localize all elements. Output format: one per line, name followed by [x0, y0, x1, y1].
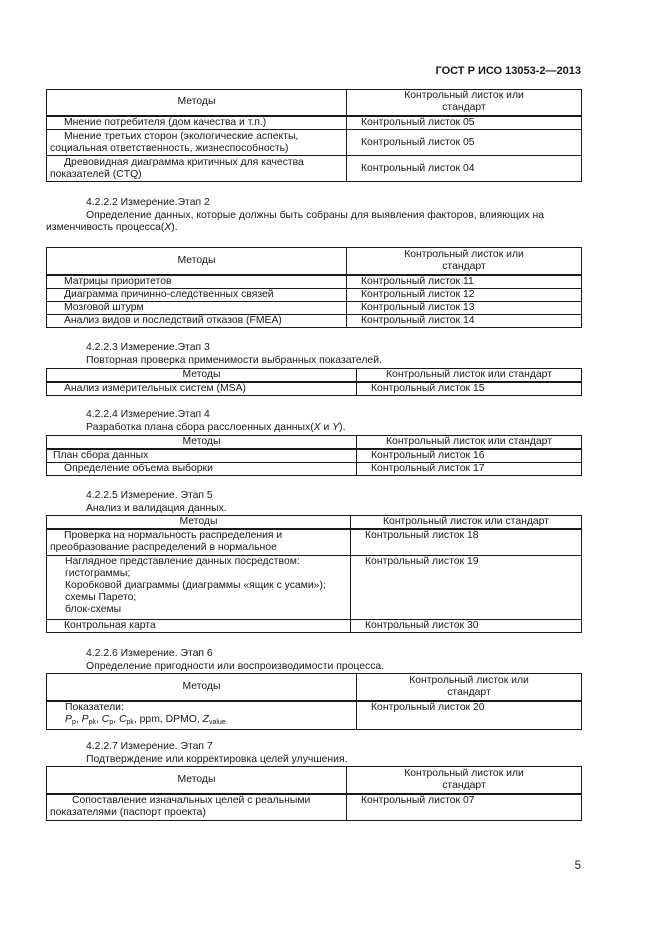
table-row: Анализ измерительных систем (MSA) Контрольный листок 15: [47, 382, 582, 396]
table-row: Наглядное представление данных посредством: гистограммы; Коробковой диаграммы (диаграммы «ящик с усами»); схемы Парето; блок-схемы Контрольный листок 19: [47, 555, 582, 619]
methods-table-4: Методы Контрольный листок или стандарт План сбора данных Контрольный листок 16 Определение объема выборки Контрольный листок 17: [46, 435, 582, 476]
section-text: Определение данных, которые должны быть собраны для выявления факторов, влияющих на изменчивость процесса(X).: [46, 209, 544, 233]
page-number: 5: [574, 860, 581, 872]
methods-table-7: Методы Контрольный листок или стандарт Сопоставление изначальных целей с реальными показателями (паспорт проекта) Контрольный листок 07: [46, 766, 582, 821]
methods-table-2: [46, 247, 582, 328]
table-row: Проверка на нормальность распределения и преобразование распределений в нормальное Контрольный листок 18: [47, 529, 582, 555]
table-row: План сбора данных Контрольный листок 16: [47, 449, 582, 463]
col-checklist-header: Контрольный листок или стандарт: [347, 248, 582, 275]
methods-table-3: Методы Контрольный листок или стандарт Анализ измерительных систем (MSA) Контрольный листок 15: [46, 368, 582, 396]
methods-table-6: Методы Контрольный листок или стандарт Показатели: $P_p$, $P_{pk}$, $C_p$, $C_{pk}$, ppm, DPMO, $Z_{value}$ Контрольный листок 20: [46, 673, 582, 730]
table-row: Сопоставление изначальных целей с реальными показателями (паспорт проекта) Контрольный листок 07: [47, 794, 582, 821]
section-4-2-2-2: [46, 197, 581, 235]
methods-table-1: [46, 89, 582, 182]
document-header: ГОСТ Р ИСО 13053-2—2013: [435, 65, 581, 77]
table-row: Древовидная диаграмма критичных для качества показателей (CTQ) Контрольный листок 04: [47, 156, 582, 182]
section-4-2-2-3: 4.2.2.3 Измерение.Этап 3 Повторная проверка применимости выбранных показателей.: [86, 342, 382, 366]
table-row: Показатели: $P_p$, $P_{pk}$, $C_p$, $C_{pk}$, ppm, DPMO, $Z_{value}$ Контрольный листок 20: [47, 701, 582, 730]
table-row: Определение объема выборки Контрольный листок 17: [47, 463, 582, 476]
table-row: Анализ видов и последствий отказов (FMEA) Контрольный листок 14: [47, 314, 582, 327]
table-row: Мнение потребителя (дом качества и т.п.) Контрольный листок 05: [47, 116, 582, 130]
table-row: Контрольная карта Контрольный листок 30: [47, 619, 582, 632]
methods-table-5: Методы Контрольный листок или стандарт Проверка на нормальность распределения и преобразование распределений в нормальное Контрольный листок 18 Наглядное представление данных посредством: гистограммы; Коробковой диаграммы (диаграммы «ящик с усами»); схемы Парето; блок-схемы Контрольный листок 19 Контрольная карта Контрольный листок 30: [46, 515, 582, 633]
table-row: Мнение третьих сторон (экологические аспекты, социальная ответственность, жизнеспособность) Контрольный листок 05: [47, 130, 582, 156]
section-4-2-2-7: 4.2.2.7 Измерение. Этап 7 Подтверждение или корректировка целей улучшения.: [86, 741, 348, 765]
table-row: Диаграмма причинно-следственных связей Контрольный листок 12: [47, 288, 582, 301]
section-4-2-2-4: 4.2.2.4 Измерение.Этап 4 Разработка плана сбора расслоенных данных(X и Y).: [86, 409, 346, 433]
col-methods-header: Методы: [47, 248, 347, 275]
col-checklist-header: Контрольный листок или стандарт: [347, 90, 582, 116]
table-row: Матрицы приоритетов Контрольный листок 11: [47, 275, 582, 289]
col-methods-header: Методы: [47, 90, 347, 116]
section-4-2-2-6: 4.2.2.6 Измерение. Этап 6 Определение пригодности или воспроизводимости процесса.: [86, 648, 385, 672]
section-number: 4.2.2.2 Измерение.Этап 2: [86, 197, 210, 208]
section-4-2-2-5: 4.2.2.5 Измерение. Этап 5 Анализ и валидация данных.: [86, 490, 227, 514]
table-row: Мозговой штурм Контрольный листок 13: [47, 301, 582, 314]
